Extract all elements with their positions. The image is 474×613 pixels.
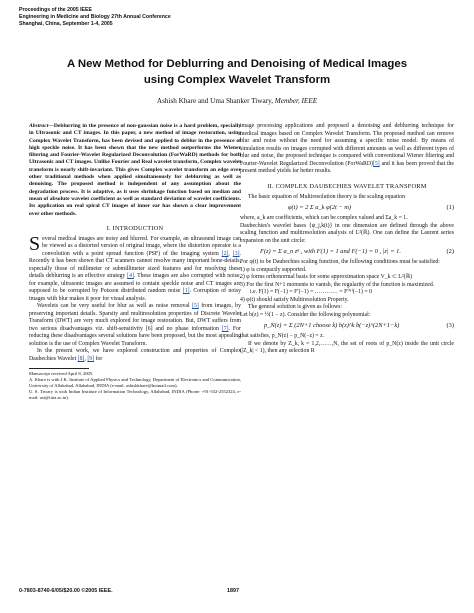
- text-span: . Corruption of noisy images with blur makes it poor for visual analysis.: [29, 288, 241, 302]
- title-line: A New Method for Deblurring and Denoising of Medical Images: [66, 58, 408, 70]
- citation-link[interactable]: [7]: [221, 325, 229, 332]
- condition-item: 4) φ(t) should satisfy Multiresolution Property.: [240, 296, 349, 303]
- citation-link[interactable]: [5]: [192, 303, 199, 310]
- body-paragraph: If we denote by Z_k, k = 1,2,……,N, the set of roots of p_N(z) inside the unit circle (|Z_k| < 1), then any selection R: [240, 340, 454, 354]
- equation-2: [240, 247, 454, 257]
- body-paragraph: that satisfies, p_N(z) − p_N(−z) = z.: [240, 333, 325, 339]
- condition-item: 3) For the first N+1 moments to vanish, the regularity of the function is maximized.: [240, 281, 435, 288]
- condition-item: 2) φ forms orthonormal basis for some approximation space V_k ⊂ L²(ℝ): [240, 274, 413, 280]
- page-number: 1897: [227, 588, 239, 594]
- equation-expression: p_N(z) = Σ (2N+1 choose k) b(z)^k b(−z)^(2N+1−k): [264, 322, 400, 329]
- body-paragraph: The general solution is given as follows:: [248, 304, 343, 310]
- paper-title: [30, 56, 444, 88]
- equation-number: (3): [446, 322, 454, 329]
- body-paragraph: Let b(z) = ½(1 − z). Consider the following polynomial:: [240, 311, 371, 318]
- section-heading-complex-wavelet: II. COMPLEX DAUBECHIES WAVELET TRANSFORM: [267, 182, 427, 190]
- citation-link[interactable]: [1]: [182, 288, 190, 295]
- condition-subitem: i.e. F(1) = F(−1) = F′(−1) = ………… = F⁽ᴺ⁾(−1) = 0: [250, 289, 372, 295]
- citation-link[interactable]: [3]: [232, 250, 240, 257]
- text-span: from images, by preserving important details. Sparsity and multiresolution properties of Discrete Wavelet Transform (DWT) are very much explored for image restoration. But, DWT suffers from two serious disadvantages viz. shift-sensitivity [6] and no phase information: [29, 303, 241, 332]
- body-paragraph: The basic equation of Multiresolution theory is the scaling equation: [248, 193, 405, 200]
- equation-3: [240, 321, 454, 331]
- text-span: In the present work, we have explored construction and properties of Complex Daubechies Wavelet: [29, 348, 241, 362]
- author-names: Ashish Khare and Uma Shanker Tiwary,: [156, 97, 273, 105]
- text-span: ,: [228, 250, 233, 257]
- abstract-lead: Abstract: [29, 123, 49, 129]
- intro-paragraph: [29, 303, 241, 348]
- abstract-text: —Deblurring in the presence of non-gaussian noise is a hard problem, specially in Ultrasonic and CT images. In this paper, a new method of image restoration, using Complex Wavelet Transform, has been devised and applied to deblur in the presence of high speckle noise. It has been shown that the new method outperforms the Wiener filtering and Fourier-Wavelet Regularized Deconvolution (ForWaRD) methods for both Ultrasonic and CT images. Unlike Fourier and Real wavelet transform, Complex wavelet transform is nearly shift-invariant. This gives Complex wavelet transform an edge over other traditional methods when applied simultaneously for deblurring as well as denoising. The proposed method is independent of any assumption about the degradation process. It is adaptive, as it uses shrinkage function based on median and mean of absolute wavelet coefficient as well as standard deviation of wavelet coefficients. Its application on real spiral CT images of inner ear has shown a clear improvement over other methods.: [29, 123, 241, 217]
- footnote-received: Manuscript received April 8, 2005.: [29, 371, 94, 377]
- citation-link[interactable]: [2]: [221, 250, 229, 257]
- drop-cap: S: [29, 232, 41, 255]
- footnote-author-1: A. Khare is with J.K. Institute of Applied Physics and Technology, Department of Electronics and Communication, University of Allahabad, Allahabad, INDIA (e-mail: ashishkhare@hotmail.com).: [29, 377, 241, 389]
- citation-link[interactable]: [5]: [372, 160, 380, 167]
- body-paragraph: where, a_k are coefficients, which can be complex valued and Σa_k = 1.: [240, 215, 408, 221]
- text-span: . These images are also corrupted with noise, for example, ultrasonic images are assumed to contain speckle noise and CT images are supposed to be corrupted by Poisson distributed random noise: [29, 273, 241, 295]
- equation-number: (2): [446, 248, 454, 255]
- header-line: Proceedings of the 2005 IEEE: [19, 7, 92, 13]
- intro-continued-paragraph: [240, 123, 454, 176]
- equation-expression: φ(t) = 2 Σ a_k φ(2t − m): [288, 204, 351, 211]
- author-line: [30, 96, 444, 106]
- citation-link[interactable]: [9]: [87, 355, 95, 362]
- section-heading-introduction: I. INTRODUCTION: [106, 224, 164, 232]
- text-span: ,: [84, 355, 88, 362]
- copyright-footer: 0-7803-8740-6/05/$20.00 ©2005 IEEE.: [19, 588, 113, 594]
- text-span: image processing applications and proposed a denoising and deblurring technique for medical images based on Complex Wavelet Transform. The proposed method can remove blur and noise without the need for assuming a specific noise model. By means of simulation results on images corrupted with different amounts as well as different types of blur and noise, the proposed technique is compared with conventional Wiener filtering and Fourier-Wavelet Regularized Deconvolution (ForWaRD): [240, 123, 454, 167]
- left-column: [29, 123, 241, 401]
- text-span: . Recently it has been shown that CT scanners cannot resolve many important bone-details, especially those of millimeter or submillimeter sized features and for resolving these details deblurring is an effective strategy: [29, 250, 241, 280]
- body-paragraph: For φ(t) to be Daubechies scaling function, the following conditions must be satisfied:: [240, 259, 440, 265]
- text-span: and it has been proved that the present method yields far better results.: [240, 160, 455, 174]
- citation-link[interactable]: [8]: [77, 355, 85, 362]
- header-line: Engineering in Medicine and Biology 27th Annual Conference: [19, 14, 171, 20]
- footnote-author-2: U. S. Tiwary is with Indian Institute of Information Technology, Allahabad, INDIA (Phone: +91-532-2552324, e-mail: ust@iiita.ac.in).: [29, 389, 241, 401]
- intro-paragraph: [29, 232, 241, 304]
- text-span: Wavelets can be very useful for blur as well as noise removal: [37, 303, 193, 310]
- equation-1: [240, 203, 454, 213]
- condition-item: 1) φ is compactly supported.: [240, 266, 307, 273]
- footnote-divider: [29, 368, 89, 369]
- intro-paragraph: [29, 348, 241, 363]
- proceedings-header: [19, 7, 319, 28]
- citation-link[interactable]: [4]: [127, 273, 134, 280]
- header-line: Shanghai, China, September 1-4, 2005: [19, 21, 113, 27]
- equation-expression: F(z) = Σ a_n zⁿ , with F(1) = 1 and F(−1) = 0 , |z| = 1.: [260, 248, 401, 255]
- text-span: for: [94, 355, 103, 362]
- abstract: [29, 123, 241, 218]
- text-span: everal medical images are noisy and blurred. For example, an ultrasound image can be viewed as a distorted version of original image, where the distortion operator is a convolution with a point spread function (PSF) of the imaging system: [42, 235, 241, 257]
- text-span: . For reducing these disadvantages several solutions have been proposed, but the most appealing solution is the use of Complex Wavelet Transform.: [29, 325, 241, 347]
- author-membership: Member, IEEE: [274, 97, 318, 105]
- right-column: [240, 123, 454, 356]
- title-line: using Complex Wavelet Transform: [143, 74, 331, 86]
- body-paragraph: Daubechies's wavelet bases {ψ_j,k(t)} in one dimension are defined through the above scaling function and multiresolution analysis of L²(ℝ). One can define the Laurent series expansion on the unit circle:: [240, 222, 454, 244]
- equation-number: (1): [446, 204, 454, 211]
